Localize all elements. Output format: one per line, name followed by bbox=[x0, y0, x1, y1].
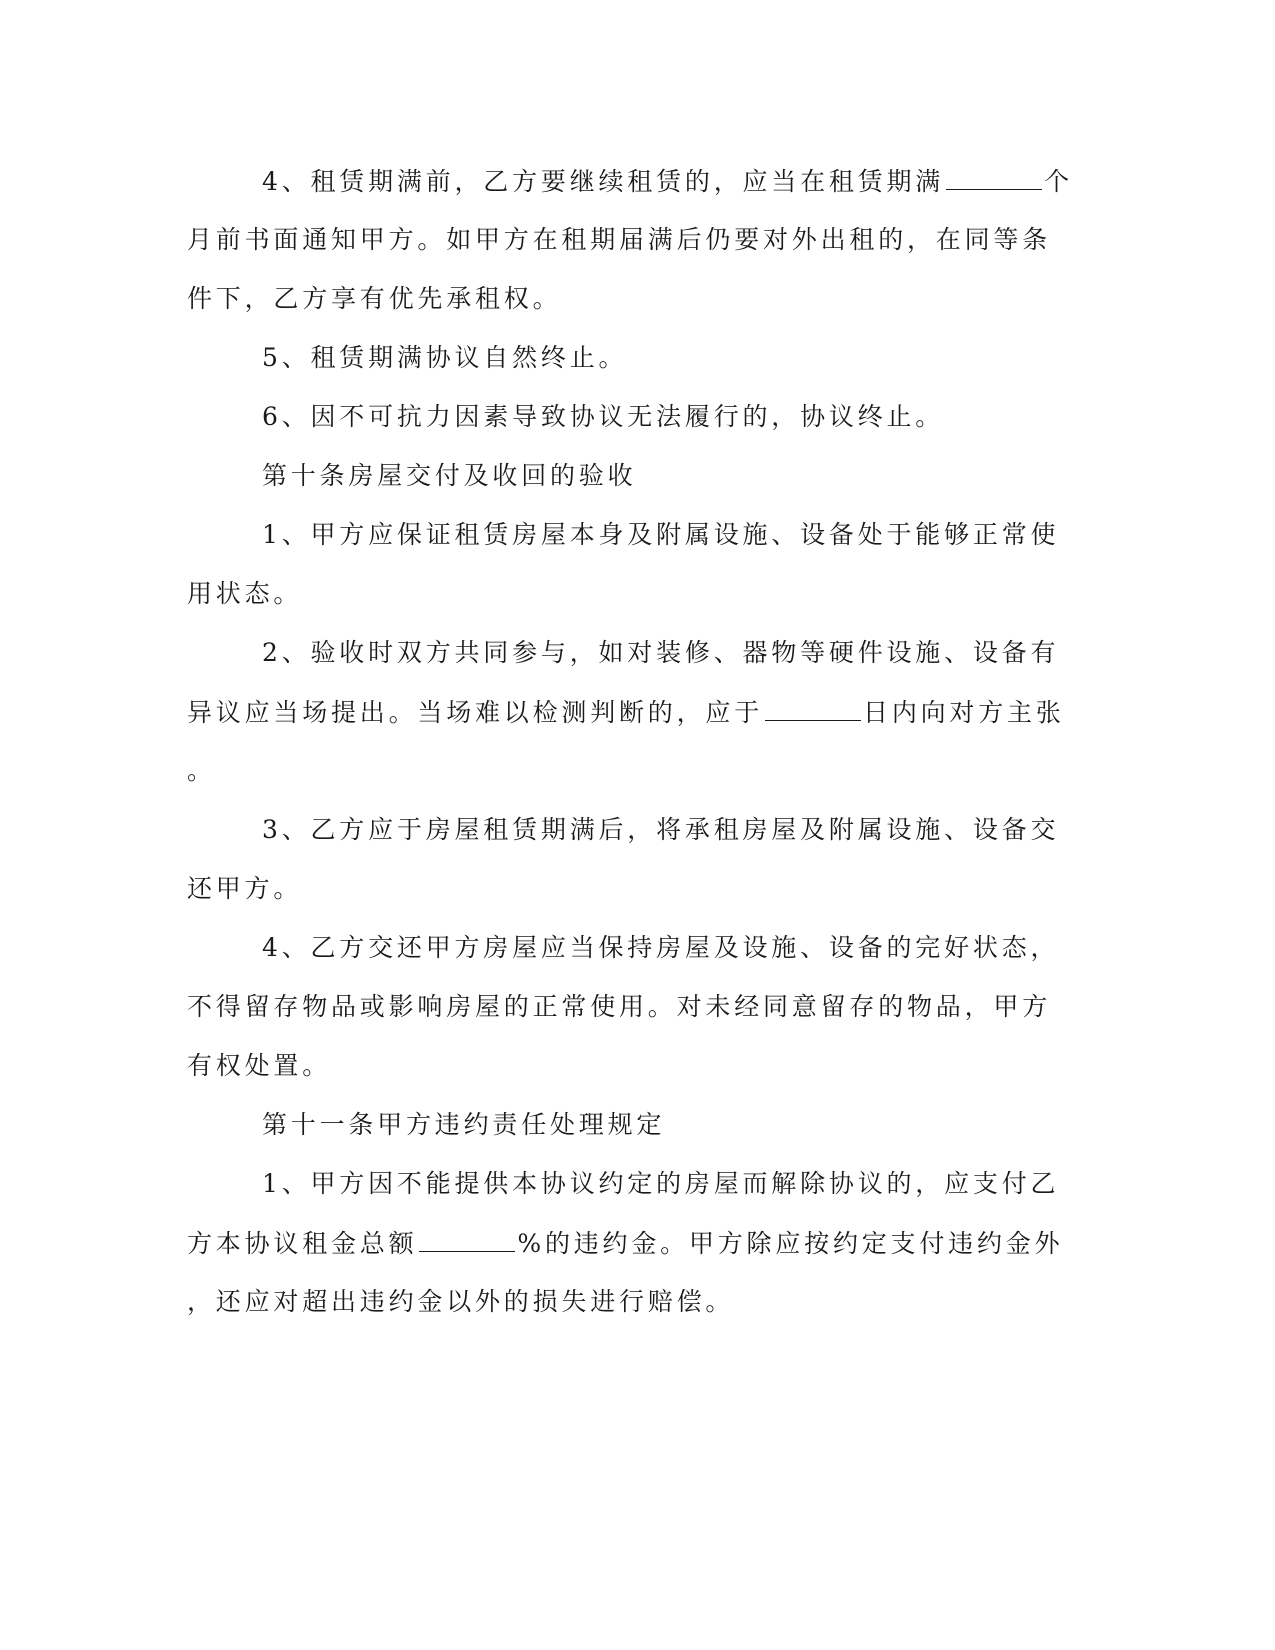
line-text: 件下，乙方享有优先承租权。 bbox=[187, 284, 562, 313]
line-text: 6、因不可抗力因素导致协议无法履行的，协议终止。 bbox=[262, 402, 945, 431]
paragraph-line bbox=[187, 692, 1067, 732]
paragraph-line bbox=[187, 751, 1067, 791]
line-text: %的违约金。甲方除应按约定支付违约金外 bbox=[517, 1229, 1064, 1258]
line-text: 3、乙方应于房屋租赁期满后，将承租房屋及附属设施、设备交 bbox=[262, 815, 1060, 844]
line-text: 异议应当场提出。当场难以检测判断的，应于 bbox=[187, 698, 764, 727]
paragraph-line bbox=[187, 1223, 1067, 1263]
fill-in-blank bbox=[419, 1223, 515, 1252]
section-heading bbox=[262, 1105, 1072, 1145]
paragraph-line bbox=[262, 397, 1072, 437]
line-text: 还甲方。 bbox=[187, 874, 303, 903]
section-heading bbox=[262, 456, 1072, 496]
heading-text: 第十条房屋交付及收回的验收 bbox=[262, 461, 637, 490]
paragraph-line bbox=[187, 1046, 1067, 1086]
line-text: 4、乙方交还甲方房屋应当保持房屋及设施、设备的完好状态， bbox=[262, 933, 1060, 962]
line-text: 。 bbox=[187, 756, 216, 785]
paragraph-line bbox=[262, 1164, 1072, 1204]
line-text: 方本协议租金总额 bbox=[187, 1229, 418, 1258]
paragraph-line bbox=[262, 810, 1072, 850]
paragraph-line bbox=[187, 279, 1067, 319]
line-text: 日内向对方主张 bbox=[863, 698, 1065, 727]
paragraph-line bbox=[262, 928, 1072, 968]
line-text: 1、甲方应保证租赁房屋本身及附属设施、设备处于能够正常使 bbox=[262, 520, 1060, 549]
line-text: ，还应对超出违约金以外的损失进行赔偿。 bbox=[187, 1287, 735, 1316]
line-text: 不得留存物品或影响房屋的正常使用。对未经同意留存的物品，甲方 bbox=[187, 992, 1052, 1021]
heading-text: 第十一条甲方违约责任处理规定 bbox=[262, 1110, 666, 1139]
paragraph-line bbox=[262, 515, 1072, 555]
paragraph-line bbox=[262, 338, 1072, 378]
line-text: 1、甲方因不能提供本协议约定的房屋而解除协议的，应支付乙 bbox=[262, 1169, 1060, 1198]
line-text: 个 bbox=[1044, 167, 1073, 196]
paragraph-line bbox=[187, 220, 1067, 260]
paragraph-line bbox=[187, 1282, 1067, 1322]
paragraph-line bbox=[187, 574, 1067, 614]
paragraph-line bbox=[262, 633, 1072, 673]
line-text: 用状态。 bbox=[187, 579, 303, 608]
line-text: 4、租赁期满前，乙方要继续租赁的，应当在租赁期满 bbox=[262, 167, 945, 196]
fill-in-blank bbox=[946, 161, 1042, 190]
line-text: 2、验收时双方共同参与，如对装修、器物等硬件设施、设备有 bbox=[262, 638, 1060, 667]
paragraph-line bbox=[187, 869, 1067, 909]
line-text: 有权处置。 bbox=[187, 1051, 332, 1080]
fill-in-blank bbox=[765, 692, 861, 721]
line-text: 5、租赁期满协议自然终止。 bbox=[262, 343, 628, 372]
line-text: 月前书面通知甲方。如甲方在租期届满后仍要对外出租的，在同等条 bbox=[187, 225, 1052, 254]
paragraph-line bbox=[262, 161, 1072, 201]
paragraph-line bbox=[187, 987, 1067, 1027]
